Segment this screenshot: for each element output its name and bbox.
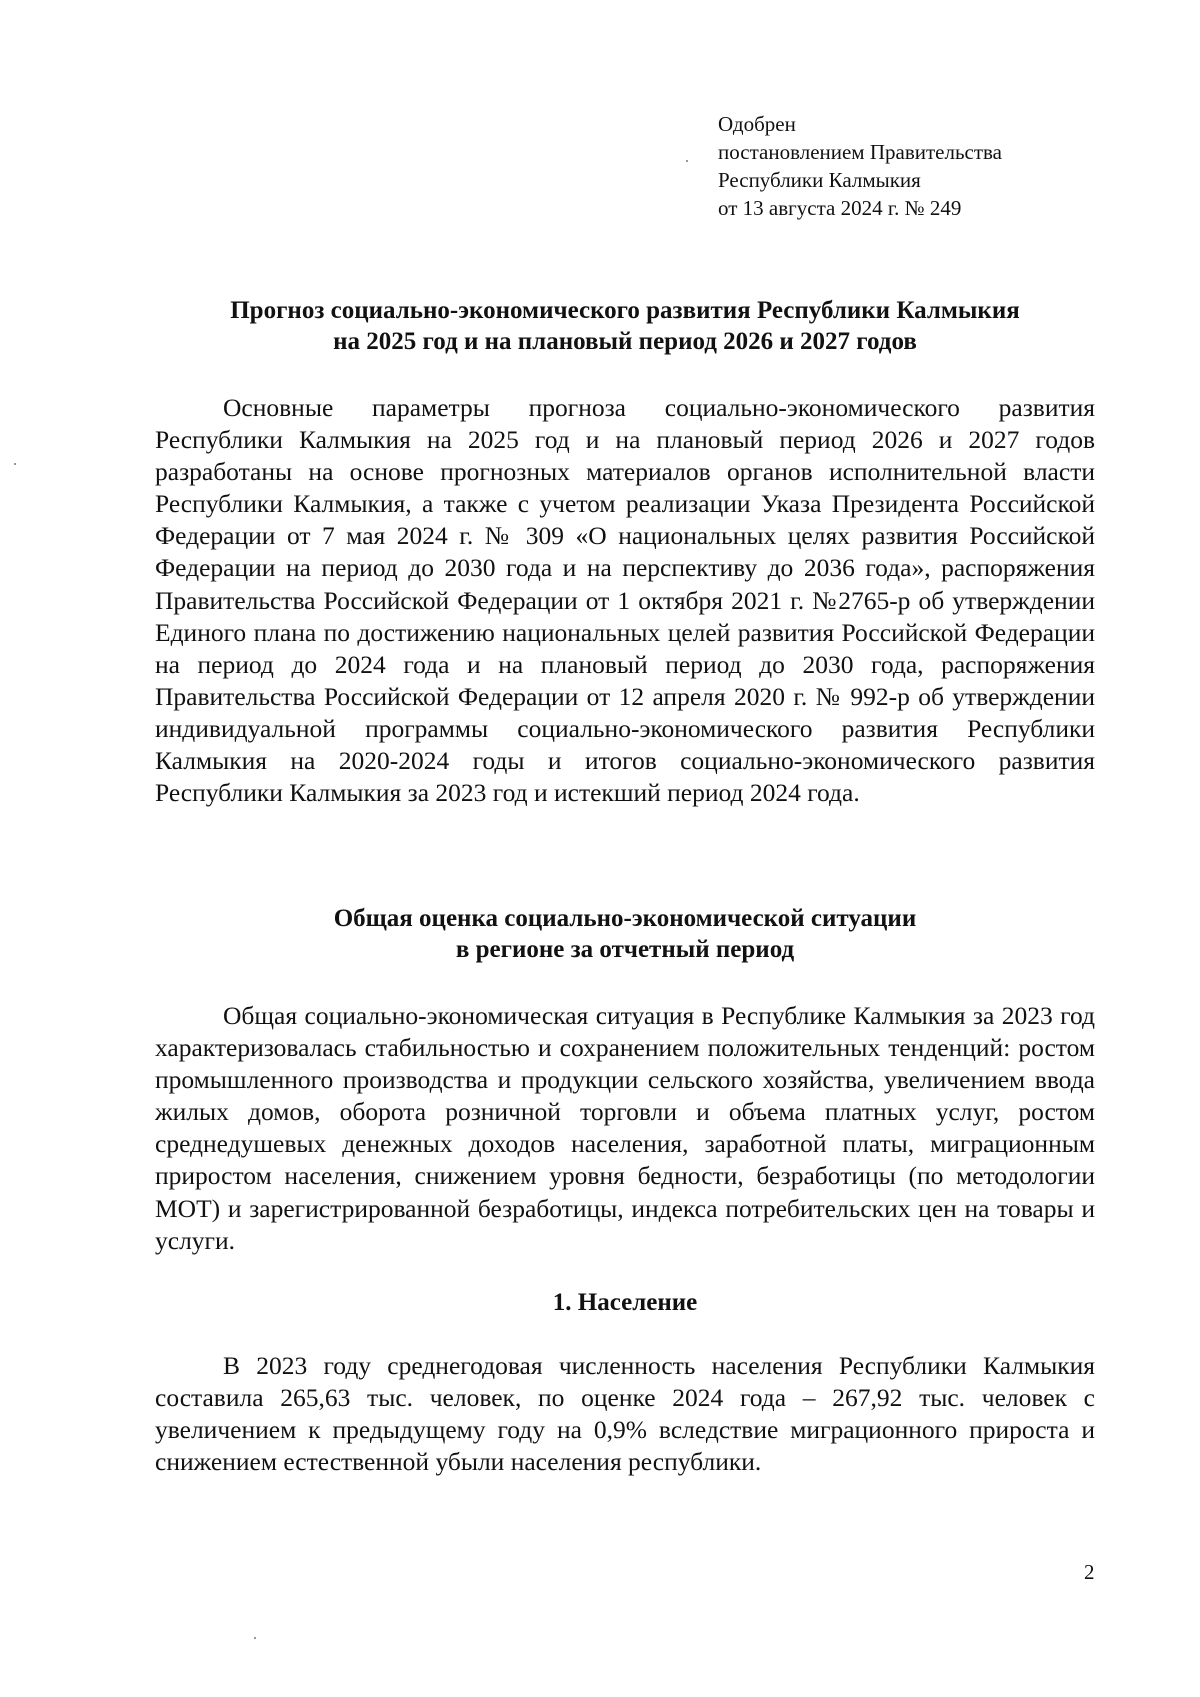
population-paragraph: В 2023 году среднегодовая численность населения Республики Калмыкия составила 265,63 тыс. человек, по оценке 2024 года – 267,92 тыс. человек с увеличением к предыдущему году на 0,9% вследствие миграционного прироста и снижением естественной убыли населения республики. xyxy=(155,1351,1095,1477)
scan-speck xyxy=(254,1637,256,1639)
page-number: 2 xyxy=(1084,1560,1095,1584)
scan-speck xyxy=(14,463,16,465)
assessment-heading-line: в регионе за отчетный период xyxy=(455,936,795,963)
title-line: Прогноз социально-экономического развития Республики Калмыкия xyxy=(230,297,1020,324)
approval-block xyxy=(718,110,1002,222)
section-heading-population: 1. Население xyxy=(552,1289,698,1316)
assessment-paragraph: Общая социально-экономическая ситуация в Республике Калмыкия за 2023 год характеризовалась стабильностью и сохранением положительных тенденций: ростом промышленного производства и продукции сельского хозяйства, увеличением ввода жилых домов, оборота розничной торговли и объема платных услуг, ростом среднедушевых денежных доходов населения, заработной платы, миграционным приростом населения, снижением уровня бедности, безработицы (по методологии МОТ) и зарегистрированной безработицы, индекса потребительских цен на товары и услуги. xyxy=(155,1001,1095,1255)
approval-line: Республики Калмыкия xyxy=(718,168,921,192)
approval-line: постановлением Правительства xyxy=(718,140,1003,164)
approval-line: от 13 августа 2024 г. № 249 xyxy=(718,196,962,220)
assessment-heading xyxy=(150,903,1100,965)
document-title xyxy=(150,295,1100,357)
scan-speck xyxy=(686,160,688,162)
assessment-heading-line: Общая оценка социально-экономической ситуации xyxy=(333,905,917,932)
approval-line: Одобрен xyxy=(718,112,796,136)
title-line: на 2025 год и на плановый период 2026 и 2027 годов xyxy=(333,328,917,355)
intro-paragraph: Основные параметры прогноза социально-экономического развития Республики Калмыкия на 2025 год и на плановый период 2026 и 2027 годов разработаны на основе прогнозных материалов органов исполнительной власти Республики Калмыкия, а также с учетом реализации Указа Президента Российской Федерации от 7 мая 2024 г. № 309 «О национальных целях развития Российской Федерации на период до 2030 года и на перспективу до 2036 года», распоряжения Правительства Российской Федерации от 1 октября 2021 г. №2765-р об утверждении Единого плана по достижению национальных целей развития Российской Федерации на период до 2024 года и на плановый период до 2030 года, распоряжения Правительства Российской Федерации от 12 апреля 2020 г. № 992-р об утверждении индивидуальной программы социально-экономического развития Республики Калмыкия на 2020-2024 годы и итогов социально-экономического развития Республики Калмыкия за 2023 год и истекший период 2024 года. xyxy=(155,393,1095,808)
